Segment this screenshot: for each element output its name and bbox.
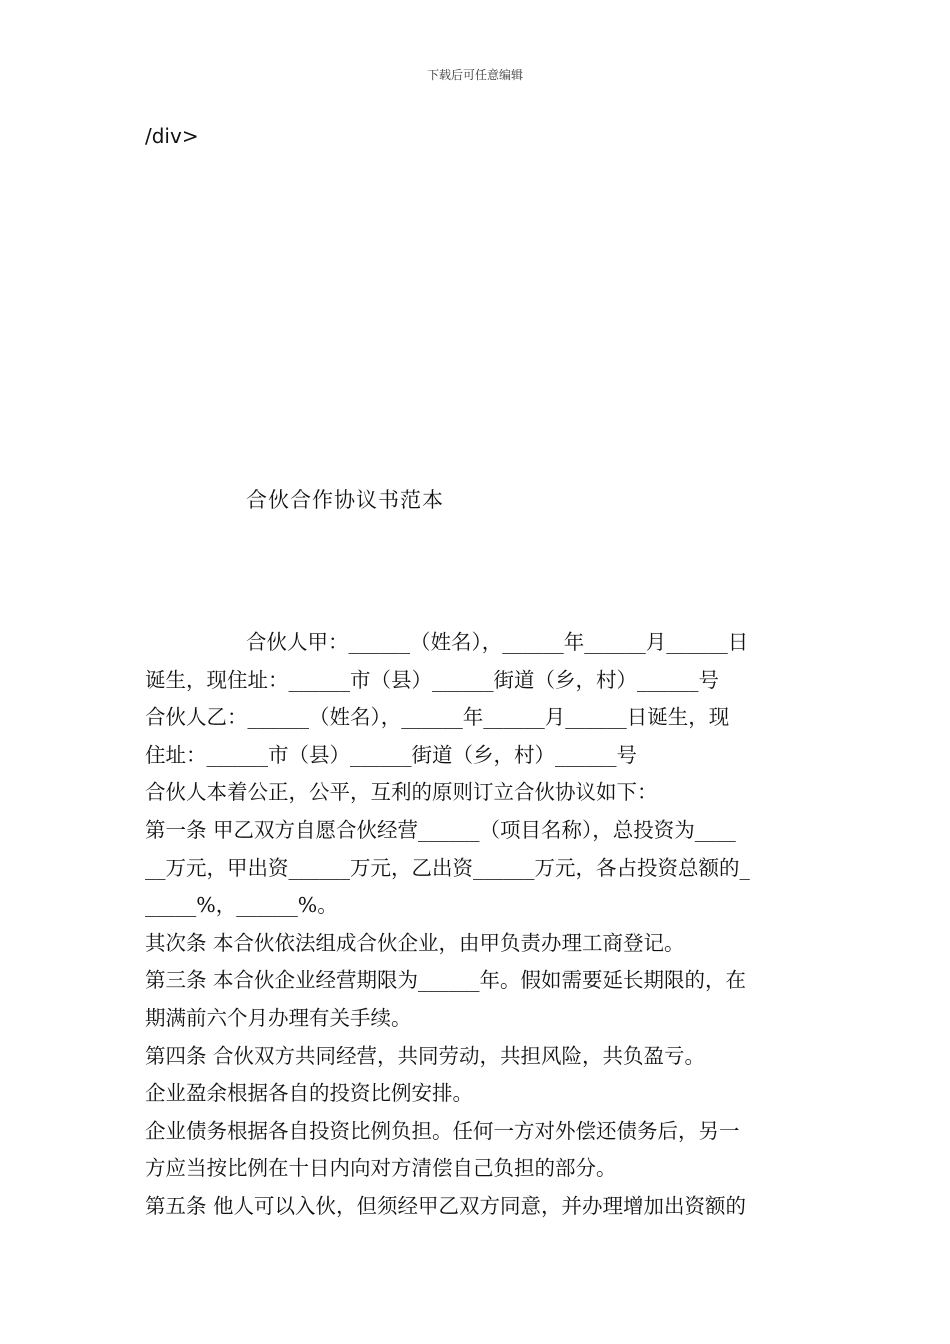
paragraph-line: 合伙人甲：______（姓名），______年______月______日: [246, 630, 749, 654]
paragraph-line: __万元，甲出资______万元，乙出资______万元，各占投资总额的_: [145, 855, 750, 880]
paragraph-line: 企业盈余根据各自的投资比例安排。: [145, 1081, 473, 1106]
paragraph-line: 住址：______市（县）______街道（乡，村）______号: [145, 742, 637, 767]
paragraph-line: 第三条 本合伙企业经营期限为______年。假如需要延长期限的，在: [145, 968, 747, 993]
paragraph-line: 合伙人乙：______（姓名），______年______月______日诞生，现: [145, 705, 730, 730]
paragraph-line: 第一条 甲乙双方自愿合伙经营______（项目名称），总投资为____: [145, 817, 736, 842]
paragraph-line: 合伙人本着公正，公平，互利的原则订立合伙协议如下：: [145, 780, 658, 805]
paragraph-line: 期满前六个月办理有关手续。: [145, 1005, 412, 1030]
paragraph-line: 第四条 合伙双方共同经营，共同劳动，共担风险，共负盈亏。: [145, 1043, 706, 1068]
document-title: 合伙合作协议书范本: [246, 488, 444, 512]
page-header-note: 下载后可任意编辑: [426, 68, 523, 82]
paragraph-line: _____%，______%。: [145, 893, 338, 918]
paragraph-line: 其次条 本合伙依法组成合伙企业，由甲负责办理工商登记。: [145, 930, 685, 955]
paragraph-line: 第五条 他人可以入伙，但须经甲乙双方同意，并办理增加出资额的: [145, 1193, 747, 1218]
paragraph-line: 企业债务根据各自投资比例负担。任何一方对外偿还债务后，另一: [145, 1118, 740, 1143]
agreement-body: [145, 624, 810, 1226]
stray-markup-text: /div>: [145, 124, 199, 148]
paragraph-line: 诞生，现住址：______市（县）______街道（乡，村）______号: [145, 667, 719, 692]
paragraph-line: 方应当按比例在十日内向对方清偿自己负担的部分。: [145, 1156, 617, 1181]
